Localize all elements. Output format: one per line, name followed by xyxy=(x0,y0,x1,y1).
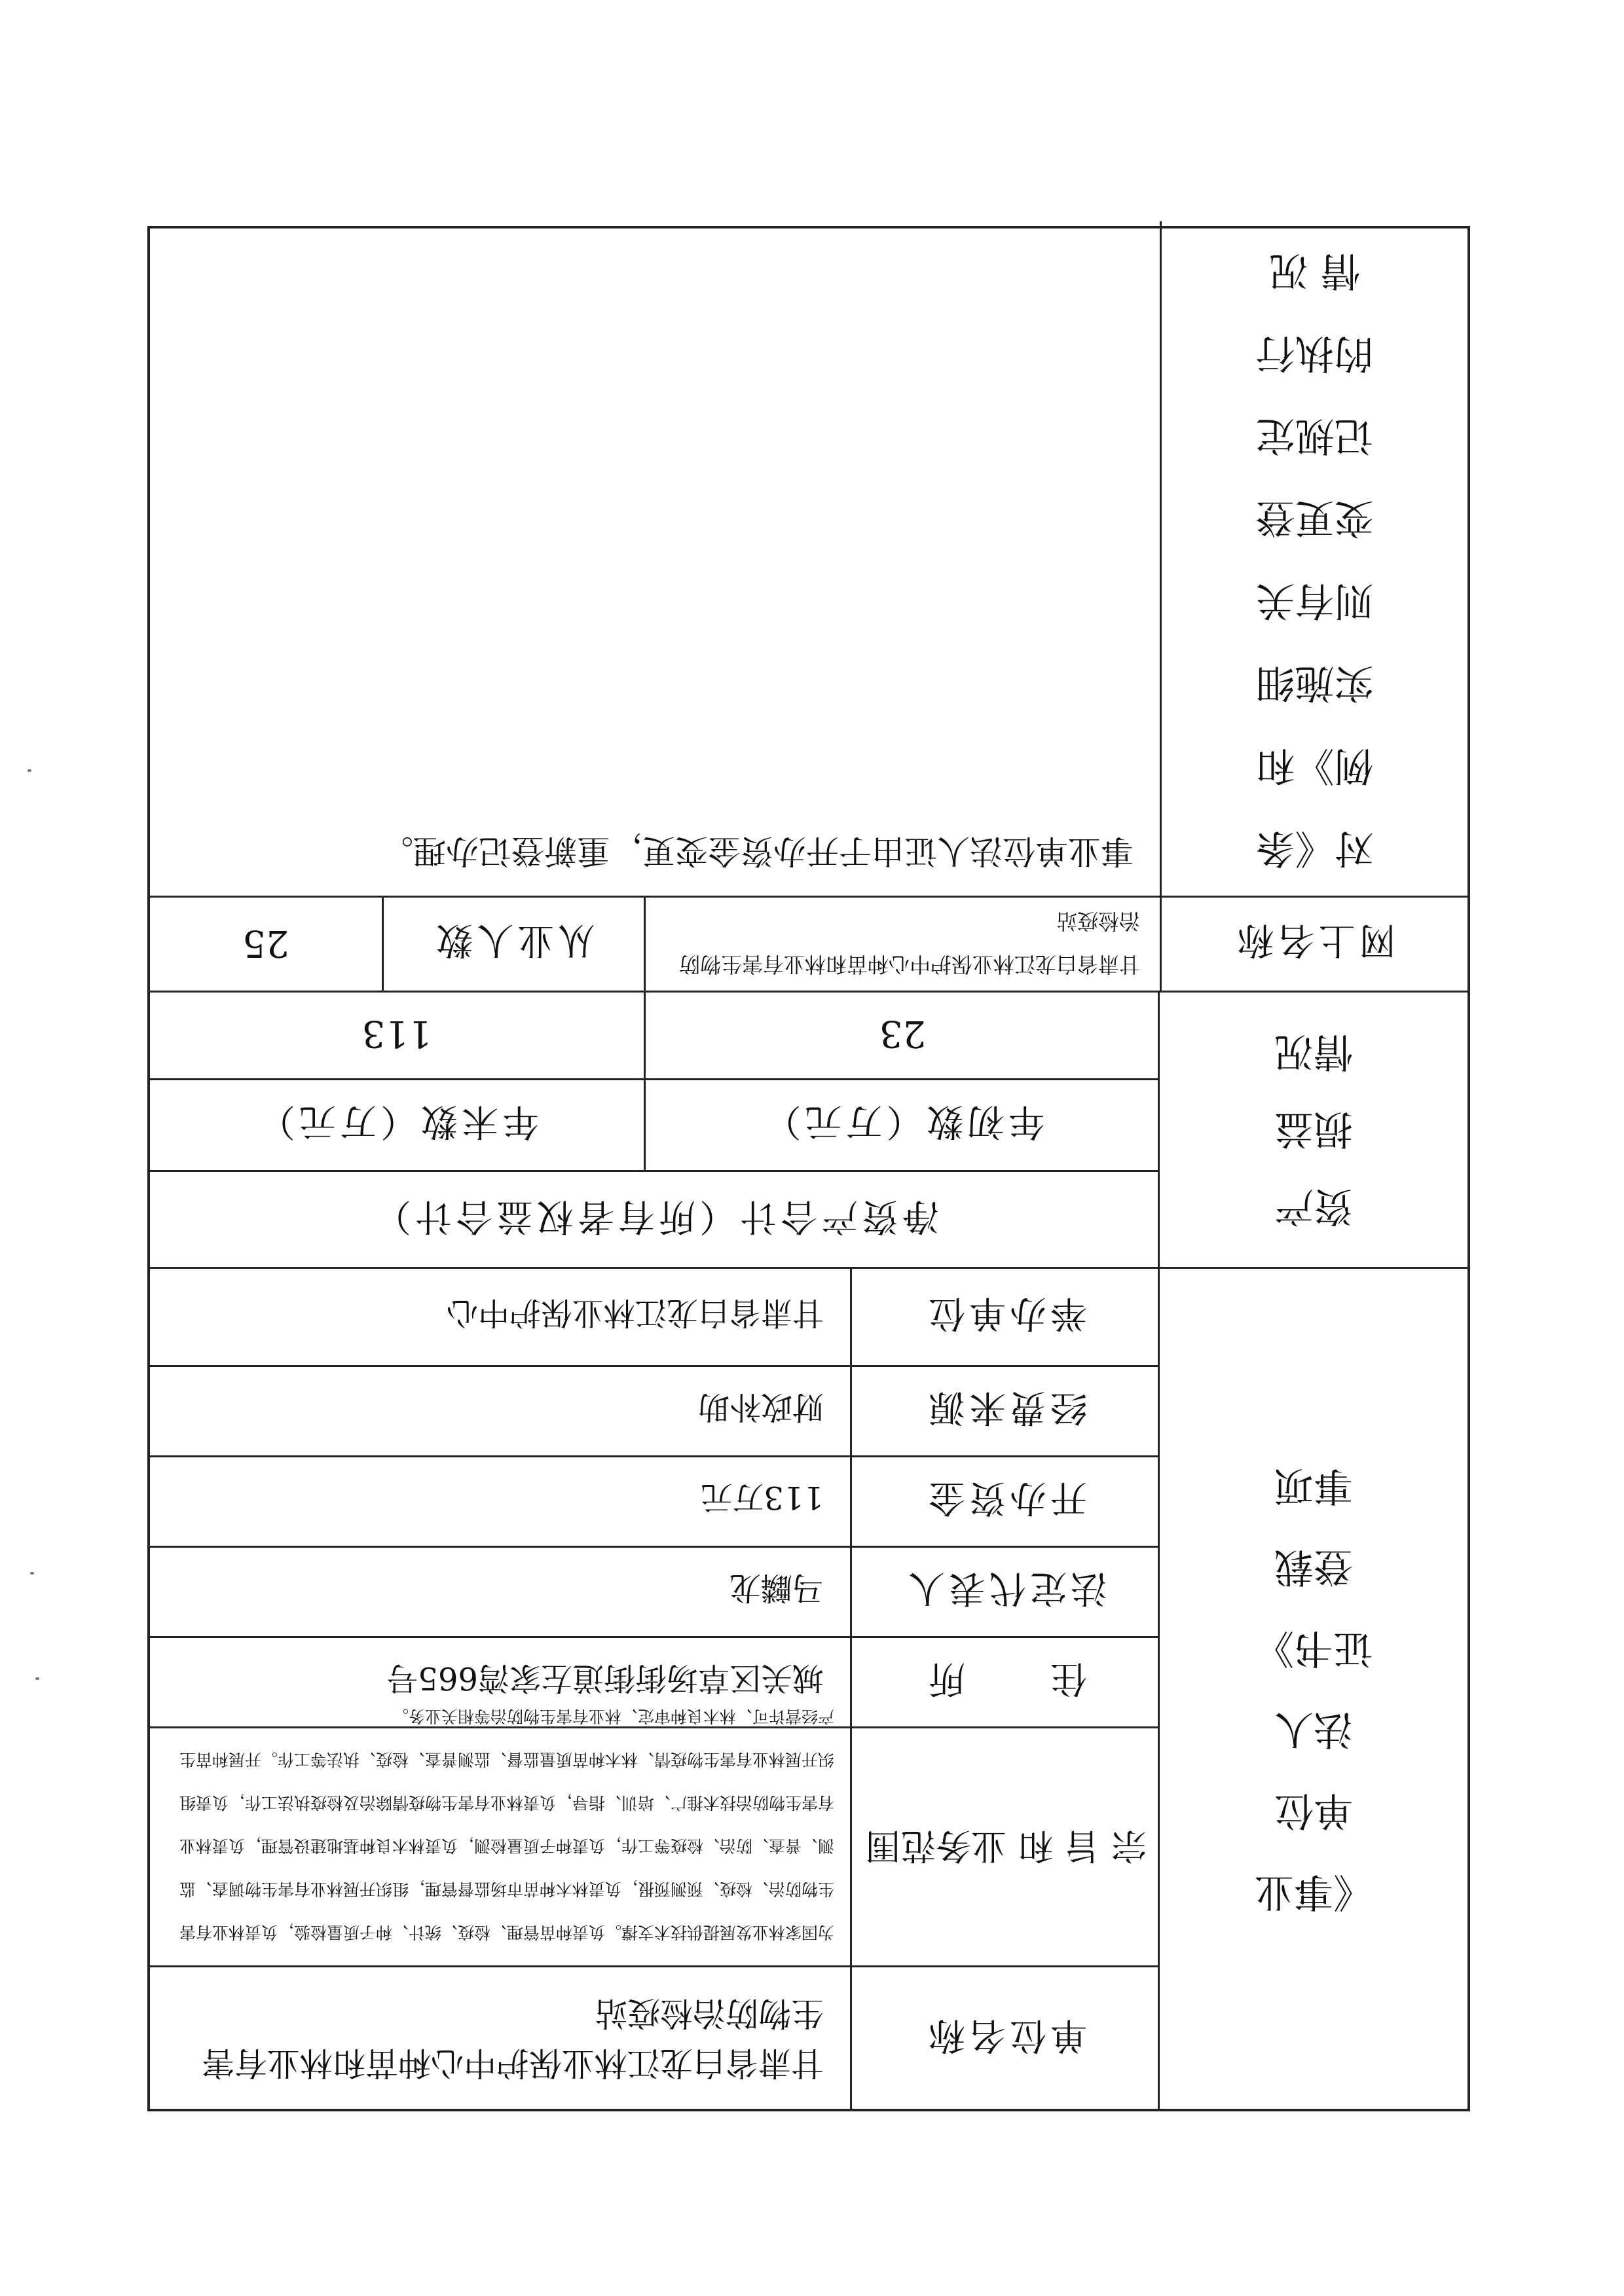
cert-title-line: 证书》 xyxy=(1255,1625,1373,1671)
compliance-title-line: 则有关 xyxy=(1255,577,1374,623)
scan-speck xyxy=(35,1677,39,1680)
unit-name-value: 甘肃省白龙江林业保护中心种苗和林业有害生物防治检疫站 xyxy=(150,1967,852,2109)
sponsor-value: 甘肃省白龙江林业保护中心 xyxy=(150,1267,852,1365)
compliance-title-line: 记规定 xyxy=(1255,412,1374,458)
legal-rep-label: 法定代表人 xyxy=(904,1567,1107,1609)
net-assets-row xyxy=(150,1172,1160,1267)
staff-label: 从业人数 xyxy=(384,896,646,991)
compliance-content-area xyxy=(150,221,1160,896)
funds-label: 开办资金 xyxy=(925,1476,1087,1519)
assets-fields xyxy=(150,991,1160,1267)
scan-speck xyxy=(28,769,31,772)
assets-title-line: 情况 xyxy=(1274,1029,1353,1074)
registration-form-table xyxy=(147,226,1470,2111)
year-begin-label: 年初数（万元） xyxy=(760,1100,1045,1142)
compliance-section-title xyxy=(1160,221,1467,896)
web-name-row xyxy=(150,896,1467,993)
compliance-title-line: 例》和 xyxy=(1255,742,1374,788)
year-labels-row xyxy=(150,1078,1160,1172)
compliance-title-text xyxy=(1256,229,1374,889)
funding-source-value: 财政补助 xyxy=(150,1365,852,1455)
assets-title-text xyxy=(1274,1013,1353,1245)
compliance-title-line: 实施细 xyxy=(1255,660,1374,706)
unit-name-row xyxy=(150,1967,1160,2109)
compliance-content: 事业单位法人证由于开办资金变更，重新登记办理。 xyxy=(380,832,1134,870)
funds-value: 113万元 xyxy=(150,1455,852,1546)
cert-title-line: 法人 xyxy=(1274,1706,1353,1753)
compliance-title-line: 变更登 xyxy=(1255,495,1374,541)
year-end-label: 年末数（万元） xyxy=(150,1078,646,1170)
legal-rep-row xyxy=(150,1546,1160,1638)
compliance-title-line: 情 况 xyxy=(1268,247,1361,293)
legal-rep-value: 马麟龙 xyxy=(150,1546,852,1636)
web-name-value: 甘肃省白龙江林业保护中心种苗和林业有害生物防治检疫站 xyxy=(678,909,1140,977)
assets-section xyxy=(150,991,1467,1269)
purpose-value: 为国家林业发展提供技术支撑。负责种苗管理、检疫、统计、种子质量检验，负责林业有害生物防治、检疫、预测预报，负责林木种苗市场监督管理，组织开展林业有害生物调查、监测、普查、防治、检疫等工作，负责种子质量检测，负责林木良种基地建设管理，负责林业有害生物防治技术推广、培训、指导，负责林业有害生物疫情除治及检疫执法工作，负责组织开展林业有害生物疫情、林木种苗质量监督、监测普查、检疫、执法等工作。开展种苗生产经营许可、林木良种审定、林业有害生物防治等相关业务。 xyxy=(150,1726,852,1965)
year-end-value: 113 xyxy=(150,989,646,1078)
staff-value: 25 xyxy=(150,896,384,991)
year-values-row xyxy=(150,989,1160,1080)
assets-title-line: 损益 xyxy=(1274,1106,1353,1152)
unit-name-label: 单位名称 xyxy=(925,2014,1087,2056)
address-value: 城关区草场街街道左家湾665号 xyxy=(150,1636,852,1726)
compliance-title-line: 的执行 xyxy=(1255,330,1374,376)
cert-title-line: 《事业 xyxy=(1255,1868,1373,1915)
web-name-label: 网上名称 xyxy=(1160,896,1467,991)
cert-title-line: 登载 xyxy=(1274,1544,1353,1590)
net-assets-label: 净资产合计（所有者权益合计） xyxy=(371,1195,939,1238)
cert-title-line: 事项 xyxy=(1274,1463,1353,1509)
sponsor-row xyxy=(150,1267,1160,1367)
cert-title-line: 单位 xyxy=(1274,1787,1353,1834)
funding-source-row xyxy=(150,1365,1160,1457)
year-begin-value: 23 xyxy=(879,1012,927,1055)
assets-section-title xyxy=(1158,991,1467,1267)
compliance-section xyxy=(150,221,1467,898)
cert-title-text xyxy=(1255,1446,1373,1933)
purpose-label: 宗 旨 和 业务范围 xyxy=(865,1825,1147,1867)
cert-fields xyxy=(150,1269,1160,2109)
compliance-title-line: 对《条 xyxy=(1255,825,1374,871)
funding-source-label: 经费来源 xyxy=(925,1386,1087,1429)
address-label: 住 所 xyxy=(925,1657,1087,1700)
address-row xyxy=(150,1636,1160,1728)
cert-section-title xyxy=(1158,1269,1467,2109)
funds-row xyxy=(150,1455,1160,1548)
assets-title-line: 资产 xyxy=(1274,1183,1353,1229)
purpose-row xyxy=(150,1707,1160,1967)
cert-section xyxy=(150,1269,1467,2109)
sponsor-label: 举办单位 xyxy=(925,1292,1087,1334)
scan-speck xyxy=(30,1572,34,1575)
